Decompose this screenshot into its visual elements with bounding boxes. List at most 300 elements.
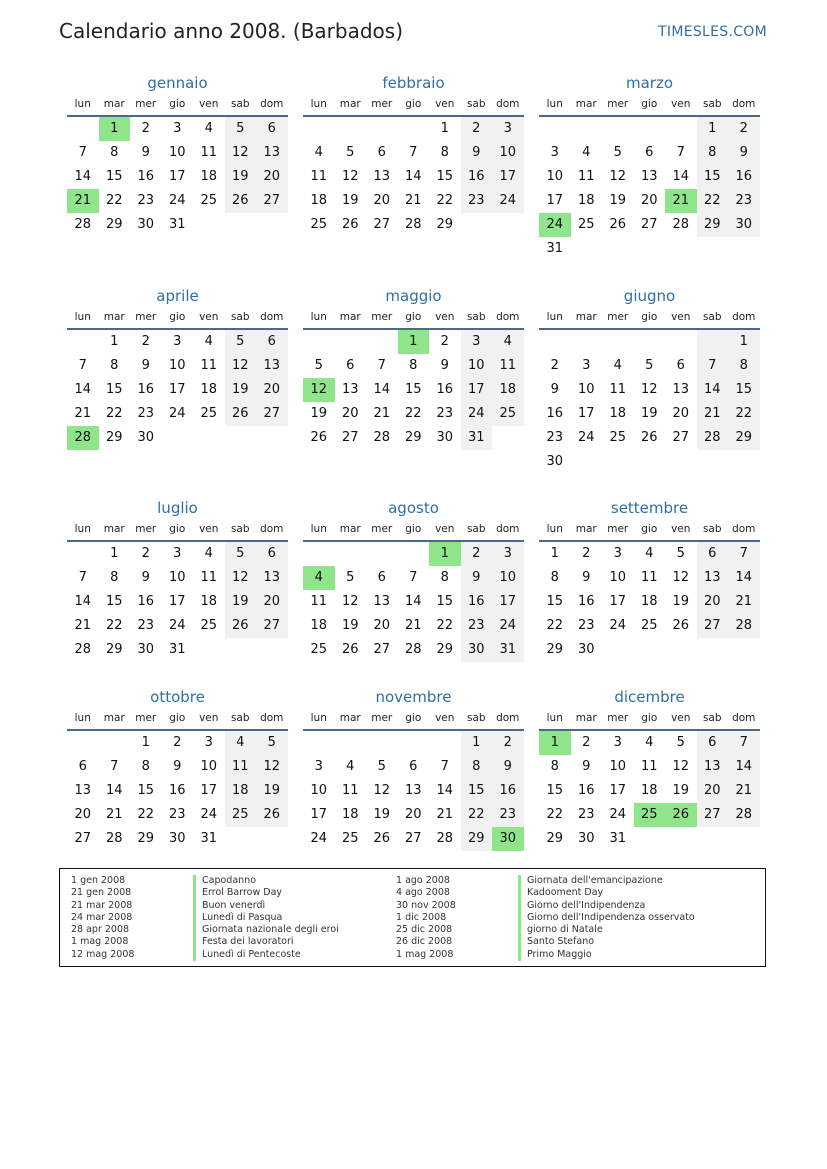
day-cell[interactable]: 7 (78, 358, 87, 373)
day-cell[interactable]: 18 (310, 618, 328, 633)
day-cell[interactable]: 6 (697, 731, 729, 755)
day-cell[interactable]: 4 (204, 546, 213, 561)
day-cell[interactable]: 20 (256, 590, 288, 614)
day-cell[interactable]: 28 (105, 831, 123, 846)
day-cell[interactable]: 5 (676, 735, 685, 750)
day-cell[interactable]: 4 (492, 330, 524, 354)
day-cell[interactable]: 11 (200, 570, 218, 585)
day-cell[interactable]: 7 (697, 354, 729, 378)
day-cell[interactable]: 13 (697, 566, 729, 590)
day-cell[interactable]: 21 (105, 807, 123, 822)
day-cell[interactable]: 22 (546, 618, 564, 633)
day-cell[interactable]: 1 (110, 546, 119, 561)
day-cell[interactable]: 30 (436, 430, 454, 445)
day-cell[interactable]: 20 (672, 406, 690, 421)
day-cell[interactable]: 1 (429, 542, 461, 566)
day-cell[interactable]: 21 (436, 807, 454, 822)
day-cell[interactable]: 5 (225, 117, 257, 141)
day-cell[interactable]: 28 (728, 614, 760, 638)
day-cell[interactable]: 20 (256, 165, 288, 189)
day-cell[interactable]: 29 (697, 213, 729, 237)
day-cell[interactable]: 1 (110, 334, 119, 349)
day-cell[interactable]: 3 (550, 145, 559, 160)
day-cell[interactable]: 2 (582, 735, 591, 750)
day-cell[interactable]: 13 (373, 169, 391, 184)
day-cell[interactable]: 14 (436, 783, 454, 798)
day-cell[interactable]: 11 (310, 169, 328, 184)
day-cell[interactable]: 5 (225, 542, 257, 566)
day-cell[interactable]: 28 (697, 426, 729, 450)
day-cell[interactable]: 9 (461, 566, 493, 590)
day-cell[interactable]: 18 (492, 378, 524, 402)
day-cell[interactable]: 25 (341, 831, 359, 846)
day-cell[interactable]: 17 (461, 378, 493, 402)
day-cell[interactable]: 23 (577, 618, 595, 633)
day-cell[interactable]: 29 (436, 642, 454, 657)
day-cell[interactable]: 22 (436, 193, 454, 208)
day-cell[interactable]: 7 (409, 570, 418, 585)
day-cell[interactable]: 15 (697, 165, 729, 189)
day-cell[interactable]: 17 (168, 382, 186, 397)
day-cell[interactable]: 19 (341, 193, 359, 208)
day-cell[interactable]: 15 (105, 169, 123, 184)
day-cell[interactable]: 8 (110, 358, 119, 373)
day-cell[interactable]: 12 (672, 570, 690, 585)
day-cell[interactable]: 16 (577, 783, 595, 798)
day-cell[interactable]: 9 (582, 759, 591, 774)
day-cell[interactable]: 24 (539, 213, 571, 237)
day-cell[interactable]: 12 (341, 594, 359, 609)
day-cell[interactable]: 6 (78, 759, 87, 774)
day-cell[interactable]: 11 (640, 759, 658, 774)
day-cell[interactable]: 18 (577, 193, 595, 208)
day-cell[interactable]: 18 (225, 779, 257, 803)
day-cell[interactable]: 27 (256, 402, 288, 426)
day-cell[interactable]: 5 (256, 731, 288, 755)
day-cell[interactable]: 26 (225, 189, 257, 213)
day-cell[interactable]: 11 (577, 169, 595, 184)
day-cell[interactable]: 27 (404, 831, 422, 846)
day-cell[interactable]: 15 (461, 779, 493, 803)
day-cell[interactable]: 3 (173, 121, 182, 136)
day-cell[interactable]: 30 (577, 642, 595, 657)
day-cell[interactable]: 29 (105, 642, 123, 657)
day-cell[interactable]: 23 (137, 406, 155, 421)
day-cell[interactable]: 12 (303, 378, 335, 402)
day-cell[interactable]: 1 (539, 731, 571, 755)
day-cell[interactable]: 2 (461, 117, 493, 141)
day-cell[interactable]: 10 (609, 759, 627, 774)
day-cell[interactable]: 27 (640, 217, 658, 232)
day-cell[interactable]: 13 (373, 594, 391, 609)
day-cell[interactable]: 11 (341, 783, 359, 798)
day-cell[interactable]: 8 (697, 141, 729, 165)
day-cell[interactable]: 24 (168, 406, 186, 421)
day-cell[interactable]: 10 (577, 382, 595, 397)
day-cell[interactable]: 31 (609, 831, 627, 846)
day-cell[interactable]: 16 (577, 594, 595, 609)
day-cell[interactable]: 1 (697, 117, 729, 141)
day-cell[interactable]: 19 (225, 165, 257, 189)
day-cell[interactable]: 16 (546, 406, 564, 421)
day-cell[interactable]: 27 (672, 430, 690, 445)
day-cell[interactable]: 11 (200, 145, 218, 160)
day-cell[interactable]: 25 (640, 618, 658, 633)
day-cell[interactable]: 15 (105, 594, 123, 609)
day-cell[interactable]: 21 (373, 406, 391, 421)
day-cell[interactable]: 30 (137, 217, 155, 232)
day-cell[interactable]: 11 (310, 594, 328, 609)
day-cell[interactable]: 6 (409, 759, 418, 774)
day-cell[interactable]: 8 (461, 755, 493, 779)
day-cell[interactable]: 4 (303, 566, 335, 590)
day-cell[interactable]: 11 (640, 570, 658, 585)
day-cell[interactable]: 3 (461, 330, 493, 354)
day-cell[interactable]: 18 (200, 594, 218, 609)
day-cell[interactable]: 25 (200, 406, 218, 421)
day-cell[interactable]: 1 (398, 330, 430, 354)
day-cell[interactable]: 28 (67, 426, 99, 450)
day-cell[interactable]: 24 (577, 430, 595, 445)
day-cell[interactable]: 17 (168, 594, 186, 609)
day-cell[interactable]: 2 (440, 334, 449, 349)
day-cell[interactable]: 30 (461, 638, 493, 662)
day-cell[interactable]: 2 (582, 546, 591, 561)
day-cell[interactable]: 10 (200, 759, 218, 774)
day-cell[interactable]: 13 (404, 783, 422, 798)
day-cell[interactable]: 8 (110, 145, 119, 160)
day-cell[interactable]: 10 (546, 169, 564, 184)
day-cell[interactable]: 19 (256, 779, 288, 803)
day-cell[interactable]: 29 (436, 217, 454, 232)
day-cell[interactable]: 7 (78, 570, 87, 585)
day-cell[interactable]: 4 (645, 735, 654, 750)
day-cell[interactable]: 12 (225, 566, 257, 590)
day-cell[interactable]: 25 (609, 430, 627, 445)
day-cell[interactable]: 26 (341, 642, 359, 657)
day-cell[interactable]: 10 (609, 570, 627, 585)
day-cell[interactable]: 16 (137, 594, 155, 609)
day-cell[interactable]: 26 (225, 402, 257, 426)
day-cell[interactable]: 21 (697, 402, 729, 426)
day-cell[interactable]: 12 (225, 354, 257, 378)
day-cell[interactable]: 22 (461, 803, 493, 827)
day-cell[interactable]: 12 (609, 169, 627, 184)
day-cell[interactable]: 11 (200, 358, 218, 373)
day-cell[interactable]: 23 (492, 803, 524, 827)
day-cell[interactable]: 12 (373, 783, 391, 798)
day-cell[interactable]: 5 (314, 358, 323, 373)
day-cell[interactable]: 10 (168, 145, 186, 160)
day-cell[interactable]: 24 (609, 807, 627, 822)
day-cell[interactable]: 13 (697, 755, 729, 779)
day-cell[interactable]: 18 (200, 169, 218, 184)
day-cell[interactable]: 6 (676, 358, 685, 373)
day-cell[interactable]: 13 (672, 382, 690, 397)
day-cell[interactable]: 15 (105, 382, 123, 397)
day-cell[interactable]: 5 (613, 145, 622, 160)
day-cell[interactable]: 15 (436, 594, 454, 609)
day-cell[interactable]: 2 (173, 735, 182, 750)
day-cell[interactable]: 18 (310, 193, 328, 208)
day-cell[interactable]: 4 (314, 145, 323, 160)
day-cell[interactable]: 4 (204, 121, 213, 136)
day-cell[interactable]: 19 (225, 378, 257, 402)
day-cell[interactable]: 15 (404, 382, 422, 397)
day-cell[interactable]: 8 (440, 145, 449, 160)
day-cell[interactable]: 22 (546, 807, 564, 822)
day-cell[interactable]: 15 (546, 594, 564, 609)
day-cell[interactable]: 14 (672, 169, 690, 184)
day-cell[interactable]: 29 (728, 426, 760, 450)
day-cell[interactable]: 6 (697, 542, 729, 566)
day-cell[interactable]: 2 (141, 121, 150, 136)
day-cell[interactable]: 16 (461, 590, 493, 614)
day-cell[interactable]: 24 (200, 807, 218, 822)
day-cell[interactable]: 31 (461, 426, 493, 450)
day-cell[interactable]: 22 (697, 189, 729, 213)
day-cell[interactable]: 17 (492, 165, 524, 189)
day-cell[interactable]: 10 (310, 783, 328, 798)
day-cell[interactable]: 15 (728, 378, 760, 402)
day-cell[interactable]: 18 (609, 406, 627, 421)
day-cell[interactable]: 20 (341, 406, 359, 421)
day-cell[interactable]: 7 (409, 145, 418, 160)
day-cell[interactable]: 9 (550, 382, 559, 397)
day-cell[interactable]: 2 (461, 542, 493, 566)
day-cell[interactable]: 14 (404, 169, 422, 184)
day-cell[interactable]: 3 (613, 735, 622, 750)
day-cell[interactable]: 13 (256, 141, 288, 165)
day-cell[interactable]: 19 (225, 590, 257, 614)
day-cell[interactable]: 27 (341, 430, 359, 445)
day-cell[interactable]: 2 (728, 117, 760, 141)
day-cell[interactable]: 6 (256, 117, 288, 141)
day-cell[interactable]: 7 (110, 759, 119, 774)
day-cell[interactable]: 19 (310, 406, 328, 421)
day-cell[interactable]: 8 (110, 570, 119, 585)
day-cell[interactable]: 6 (645, 145, 654, 160)
day-cell[interactable]: 26 (665, 803, 697, 827)
day-cell[interactable]: 11 (225, 755, 257, 779)
day-cell[interactable]: 21 (665, 189, 697, 213)
day-cell[interactable]: 6 (256, 330, 288, 354)
day-cell[interactable]: 5 (645, 358, 654, 373)
day-cell[interactable]: 27 (74, 831, 92, 846)
day-cell[interactable]: 29 (137, 831, 155, 846)
day-cell[interactable]: 26 (310, 430, 328, 445)
day-cell[interactable]: 28 (404, 642, 422, 657)
day-cell[interactable]: 7 (676, 145, 685, 160)
day-cell[interactable]: 17 (609, 594, 627, 609)
day-cell[interactable]: 28 (672, 217, 690, 232)
day-cell[interactable]: 22 (137, 807, 155, 822)
day-cell[interactable]: 15 (436, 169, 454, 184)
day-cell[interactable]: 30 (168, 831, 186, 846)
day-cell[interactable]: 9 (492, 755, 524, 779)
day-cell[interactable]: 27 (373, 217, 391, 232)
day-cell[interactable]: 17 (609, 783, 627, 798)
day-cell[interactable]: 13 (74, 783, 92, 798)
day-cell[interactable]: 17 (168, 169, 186, 184)
day-cell[interactable]: 14 (74, 594, 92, 609)
day-cell[interactable]: 3 (582, 358, 591, 373)
day-cell[interactable]: 16 (137, 382, 155, 397)
day-cell[interactable]: 20 (373, 618, 391, 633)
day-cell[interactable]: 21 (404, 193, 422, 208)
day-cell[interactable]: 13 (256, 566, 288, 590)
day-cell[interactable]: 9 (141, 358, 150, 373)
day-cell[interactable]: 25 (634, 803, 666, 827)
day-cell[interactable]: 1 (550, 546, 559, 561)
day-cell[interactable]: 10 (168, 358, 186, 373)
day-cell[interactable]: 13 (341, 382, 359, 397)
day-cell[interactable]: 20 (74, 807, 92, 822)
day-cell[interactable]: 5 (377, 759, 386, 774)
day-cell[interactable]: 25 (577, 217, 595, 232)
day-cell[interactable]: 5 (676, 546, 685, 561)
day-cell[interactable]: 3 (314, 759, 323, 774)
day-cell[interactable]: 24 (492, 189, 524, 213)
day-cell[interactable]: 3 (613, 546, 622, 561)
day-cell[interactable]: 25 (200, 618, 218, 633)
day-cell[interactable]: 29 (546, 831, 564, 846)
day-cell[interactable]: 14 (74, 382, 92, 397)
day-cell[interactable]: 24 (492, 614, 524, 638)
day-cell[interactable]: 30 (492, 827, 524, 851)
day-cell[interactable]: 23 (137, 618, 155, 633)
day-cell[interactable]: 16 (168, 783, 186, 798)
day-cell[interactable]: 21 (67, 189, 99, 213)
day-cell[interactable]: 28 (728, 803, 760, 827)
day-cell[interactable]: 15 (137, 783, 155, 798)
day-cell[interactable]: 10 (492, 566, 524, 590)
day-cell[interactable]: 26 (609, 217, 627, 232)
day-cell[interactable]: 24 (168, 618, 186, 633)
day-cell[interactable]: 4 (204, 334, 213, 349)
day-cell[interactable]: 1 (461, 731, 493, 755)
day-cell[interactable]: 27 (697, 614, 729, 638)
day-cell[interactable]: 21 (74, 618, 92, 633)
day-cell[interactable]: 17 (577, 406, 595, 421)
day-cell[interactable]: 26 (225, 614, 257, 638)
day-cell[interactable]: 19 (640, 406, 658, 421)
day-cell[interactable]: 4 (582, 145, 591, 160)
day-cell[interactable]: 12 (341, 169, 359, 184)
day-cell[interactable]: 21 (728, 779, 760, 803)
day-cell[interactable]: 31 (168, 217, 186, 232)
day-cell[interactable]: 9 (173, 759, 182, 774)
day-cell[interactable]: 20 (640, 193, 658, 208)
day-cell[interactable]: 9 (141, 570, 150, 585)
day-cell[interactable]: 17 (200, 783, 218, 798)
day-cell[interactable]: 31 (200, 831, 218, 846)
day-cell[interactable]: 1 (440, 121, 449, 136)
day-cell[interactable]: 22 (404, 406, 422, 421)
day-cell[interactable]: 28 (436, 831, 454, 846)
day-cell[interactable]: 2 (550, 358, 559, 373)
day-cell[interactable]: 12 (640, 382, 658, 397)
day-cell[interactable]: 24 (461, 402, 493, 426)
day-cell[interactable]: 10 (168, 570, 186, 585)
day-cell[interactable]: 10 (461, 354, 493, 378)
day-cell[interactable]: 3 (173, 546, 182, 561)
day-cell[interactable]: 30 (577, 831, 595, 846)
day-cell[interactable]: 9 (461, 141, 493, 165)
day-cell[interactable]: 18 (640, 594, 658, 609)
day-cell[interactable]: 24 (609, 618, 627, 633)
day-cell[interactable]: 25 (225, 803, 257, 827)
day-cell[interactable]: 12 (256, 755, 288, 779)
day-cell[interactable]: 30 (728, 213, 760, 237)
day-cell[interactable]: 7 (728, 731, 760, 755)
day-cell[interactable]: 28 (74, 642, 92, 657)
day-cell[interactable]: 14 (728, 755, 760, 779)
day-cell[interactable]: 3 (492, 542, 524, 566)
day-cell[interactable]: 14 (728, 566, 760, 590)
day-cell[interactable]: 7 (440, 759, 449, 774)
day-cell[interactable]: 24 (168, 193, 186, 208)
day-cell[interactable]: 19 (609, 193, 627, 208)
day-cell[interactable]: 31 (168, 642, 186, 657)
day-cell[interactable]: 12 (225, 141, 257, 165)
day-cell[interactable]: 23 (577, 807, 595, 822)
day-cell[interactable]: 17 (310, 807, 328, 822)
day-cell[interactable]: 17 (492, 590, 524, 614)
day-cell[interactable]: 5 (346, 570, 355, 585)
day-cell[interactable]: 8 (550, 759, 559, 774)
day-cell[interactable]: 8 (550, 570, 559, 585)
day-cell[interactable]: 22 (436, 618, 454, 633)
day-cell[interactable]: 7 (78, 145, 87, 160)
day-cell[interactable]: 18 (200, 382, 218, 397)
brand-link[interactable]: TIMESLES.COM (658, 24, 767, 40)
day-cell[interactable]: 14 (404, 594, 422, 609)
day-cell[interactable]: 8 (141, 759, 150, 774)
day-cell[interactable]: 14 (74, 169, 92, 184)
day-cell[interactable]: 26 (373, 831, 391, 846)
day-cell[interactable]: 1 (99, 117, 131, 141)
day-cell[interactable]: 16 (461, 165, 493, 189)
day-cell[interactable]: 26 (341, 217, 359, 232)
day-cell[interactable]: 6 (377, 570, 386, 585)
day-cell[interactable]: 23 (137, 193, 155, 208)
day-cell[interactable]: 29 (461, 827, 493, 851)
day-cell[interactable]: 23 (461, 189, 493, 213)
day-cell[interactable]: 16 (728, 165, 760, 189)
day-cell[interactable]: 14 (697, 378, 729, 402)
day-cell[interactable]: 2 (141, 334, 150, 349)
day-cell[interactable]: 15 (546, 783, 564, 798)
day-cell[interactable]: 19 (341, 618, 359, 633)
day-cell[interactable]: 22 (105, 406, 123, 421)
day-cell[interactable]: 10 (492, 141, 524, 165)
day-cell[interactable]: 27 (256, 614, 288, 638)
day-cell[interactable]: 9 (728, 141, 760, 165)
day-cell[interactable]: 6 (377, 145, 386, 160)
day-cell[interactable]: 20 (373, 193, 391, 208)
day-cell[interactable]: 22 (105, 618, 123, 633)
day-cell[interactable]: 7 (377, 358, 386, 373)
day-cell[interactable]: 13 (640, 169, 658, 184)
day-cell[interactable]: 14 (105, 783, 123, 798)
day-cell[interactable]: 16 (137, 169, 155, 184)
day-cell[interactable]: 9 (141, 145, 150, 160)
day-cell[interactable]: 17 (546, 193, 564, 208)
day-cell[interactable]: 20 (697, 779, 729, 803)
day-cell[interactable]: 7 (728, 542, 760, 566)
day-cell[interactable]: 3 (492, 117, 524, 141)
